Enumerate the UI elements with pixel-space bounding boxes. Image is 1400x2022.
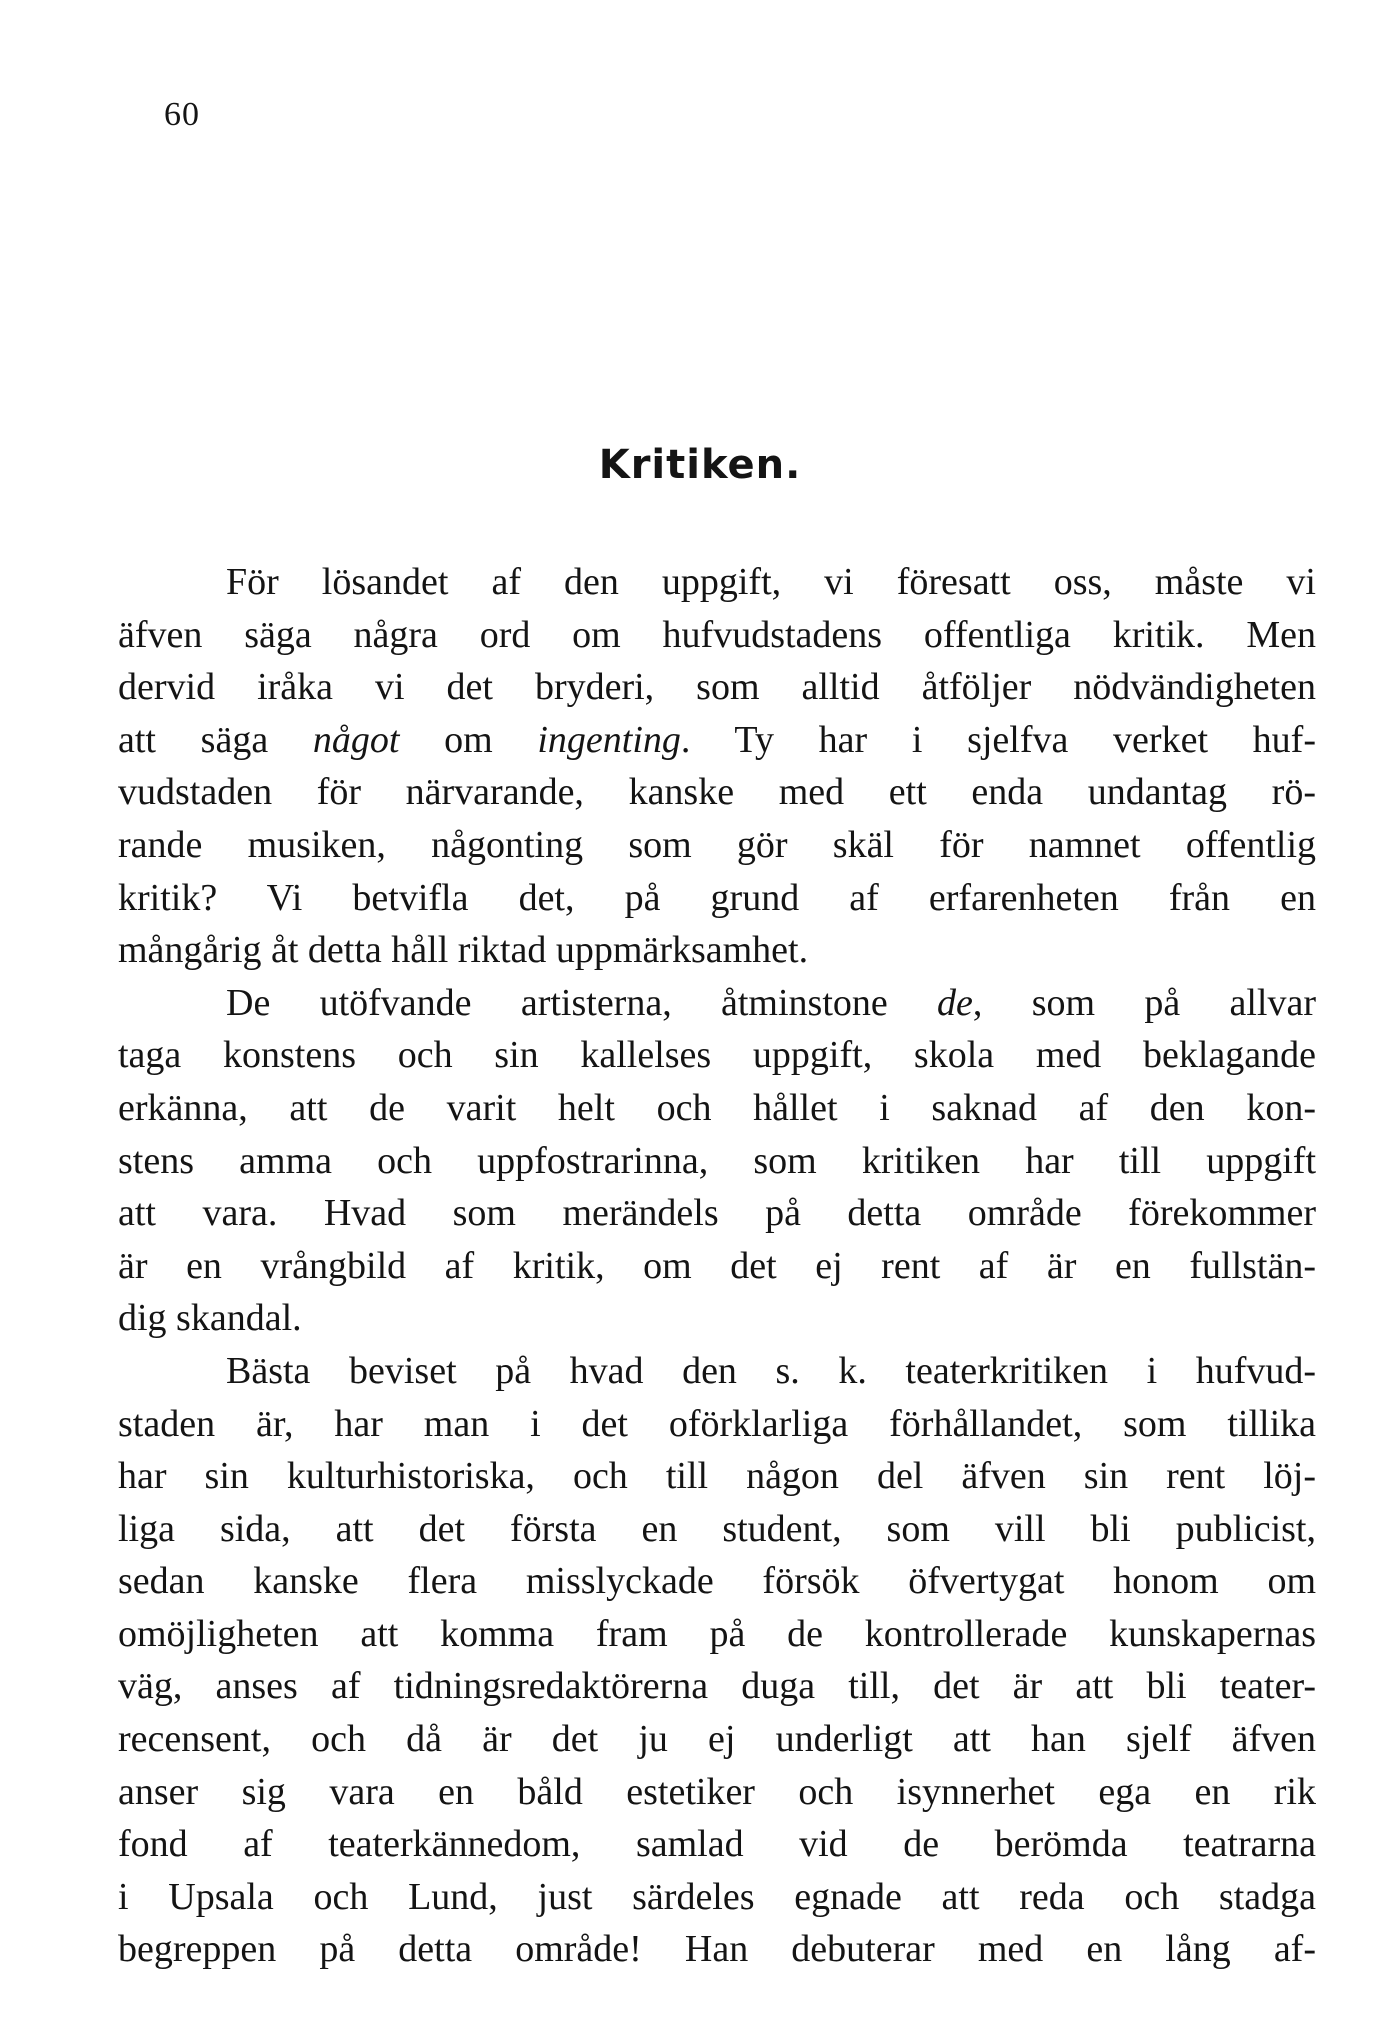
text-line: begreppen på detta område! Han debuterar med en lång af-: [118, 1928, 1316, 1971]
text-line: dervid iråka vi det bryderi, som alltid åtföljer nödvändigheten: [118, 666, 1316, 709]
body-text: [118, 556, 1316, 1976]
text-line: staden är, har man i det oförklarliga förhållandet, som tillika: [118, 1402, 1316, 1445]
text-line: fond af teaterkännedom, samlad vid de berömda teatrarna: [118, 1823, 1316, 1866]
text-segment: De utöfvande artisterna, åtminstone: [226, 981, 938, 1024]
text-line: sedan kanske flera misslyckade försök öfvertygat honom om: [118, 1560, 1316, 1603]
text-line: taga konstens och sin kallelses uppgift, skola med beklagande: [118, 1034, 1316, 1077]
text-line: Bästa beviset på hvad den s. k. teaterkritiken i hufvud-: [226, 1349, 1316, 1392]
emphasized-text: något: [312, 718, 400, 761]
text-line: För lösandet af den uppgift, vi föresatt oss, måste vi: [226, 561, 1316, 603]
text-segment: , som på allvar: [972, 981, 1317, 1024]
text-line: [118, 977, 1316, 1030]
text-line: kritik? Vi betvifla det, på grund af erfarenheten från en: [118, 876, 1316, 919]
text-line: äfven säga några ord om hufvudstadens offentliga kritik. Men: [118, 613, 1316, 656]
text-line: rande musiken, någonting som gör skäl för namnet offentlig: [118, 823, 1316, 866]
emphasized-text: ingenting: [537, 718, 681, 761]
text-line: har sin kulturhistoriska, och till någon del äfven sin rent löj-: [118, 1455, 1316, 1498]
text-line: att vara. Hvad som merändels på detta område förekommer: [118, 1192, 1316, 1235]
text-line: i Upsala och Lund, just särdeles egnade att reda och stadga: [118, 1875, 1316, 1918]
text-segment: . Ty har i sjelfva verket huf-: [680, 718, 1316, 761]
text-line: vudstaden för närvarande, kanske med ett enda undantag rö-: [118, 771, 1316, 814]
emphasized-text: de: [937, 981, 973, 1024]
text-line: mångårig åt detta håll riktad uppmärksamhet.: [118, 929, 809, 972]
text-line: är en vrångbild af kritik, om det ej rent af är en fullstän-: [118, 1244, 1316, 1287]
text-line: stens amma och uppfostrarinna, som kritiken har till uppgift: [118, 1139, 1316, 1182]
text-line: [118, 714, 1316, 767]
text-line: recensent, och då är det ju ej underligt att han sjelf äfven: [118, 1718, 1316, 1761]
text-line: erkänna, att de varit helt och hållet i saknad af den kon-: [118, 1086, 1316, 1129]
text-line: omöjligheten att komma fram på de kontrollerade kunskapernas: [118, 1612, 1316, 1655]
text-line: liga sida, att det första en student, som vill bli publicist,: [118, 1507, 1316, 1550]
text-line: anser sig vara en båld estetiker och isynnerhet ega en rik: [118, 1770, 1316, 1813]
text-segment: att säga: [118, 718, 313, 761]
text-segment: om: [399, 718, 538, 761]
page-number: 60: [164, 96, 200, 133]
text-line: väg, anses af tidningsredaktörerna duga till, det är att bli teater-: [118, 1665, 1316, 1708]
chapter-heading: Kritiken.: [598, 442, 802, 488]
text-line: dig skandal.: [118, 1297, 302, 1340]
